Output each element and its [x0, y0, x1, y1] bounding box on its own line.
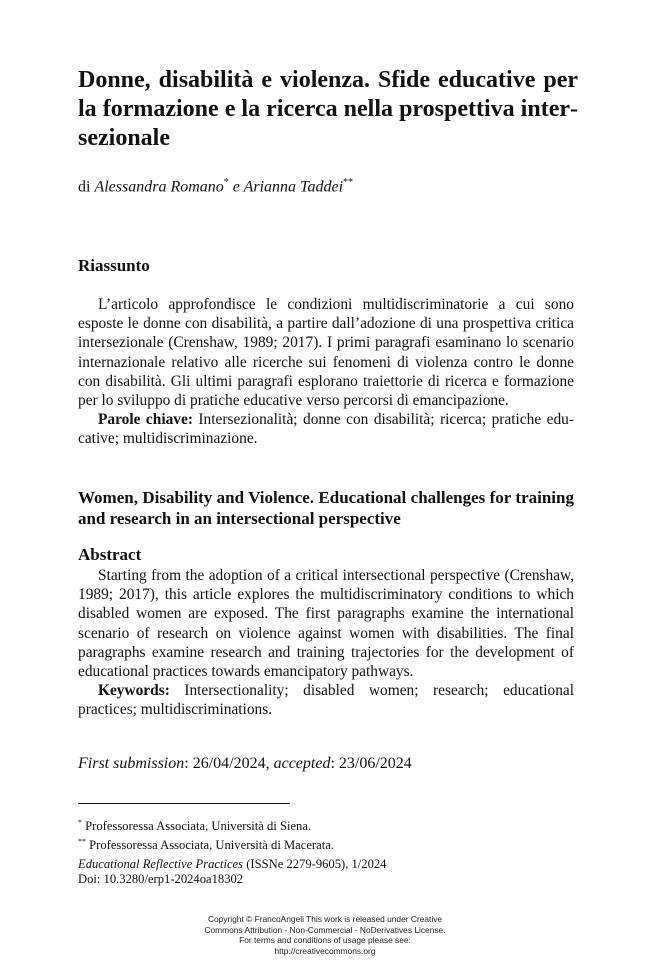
accepted-label: accepted [273, 755, 331, 772]
author-prefix: di [78, 178, 95, 196]
footnote-2-mark: ** [78, 837, 86, 847]
author-name-2: Arianna Taddei [243, 178, 344, 196]
footnote-1-text: Professoressa Associata, Università di Siena. [82, 819, 312, 834]
first-submission-date: : 26/04/2024, [184, 755, 274, 772]
journal-doi: Doi: 10.3280/erp1-2024oa18302 [78, 872, 244, 886]
footnote-mark-1: * [223, 177, 229, 188]
footnote-mark-2: ** [343, 177, 354, 188]
english-title: Women, Disability and Violence. Educational challenges for training and research in an intersectional perspective [78, 488, 574, 528]
journal-line [78, 857, 386, 872]
author-name-1: Alessandra Romano [94, 178, 224, 196]
accepted-date: : 23/06/2024 [330, 755, 412, 772]
keywords-text-en: Intersectionality; disabled women; research; educational practices; multidiscriminations. [78, 682, 574, 719]
footnote-divider [78, 803, 290, 804]
abstract-section [78, 566, 574, 720]
abstract-body: Starting from the adoption of a critical intersectional perspective (Crenshaw, 1989; 2017), this article explores the multidiscriminatory conditions to which disabled women are exposed. The first paragraphs examine the international scenario of research on violence against women with disabilities. The final paragraphs examine research and training trajectories for the development of educational practices towards emancipatory pathways. [78, 567, 574, 681]
author-conjunction: e [228, 178, 244, 196]
abstract-heading: Abstract [78, 545, 142, 564]
copyright-line-3: For terms and conditions of usage please see: [239, 935, 411, 945]
article-title: Donne, disabilità e violenza. Sfide educative per la formazione e la ricerca nella prospettiva intersezionale [78, 67, 578, 151]
journal-name: Educational Reflective Practices [78, 857, 244, 871]
footnote-2 [78, 834, 334, 853]
copyright-link[interactable]: http://creativecommons.org [274, 945, 376, 956]
copyright-line-1: Copyright © FrancoAngeli This work is released under Creative [207, 914, 443, 924]
riassunto-body: L’articolo approfondisce le condizioni multidiscriminatorie a cui sono esposte le donne con disabilità, a partire dall’adozione di una prospettiva critica intersezionale (Crenshaw, 1989; 2017). I primi paragrafi esaminano lo scenario internazionale relativo alle ricerche sui fenomeni di violenza contro le donne con disabilità. Gli ultimi paragrafi esplorano traiettorie di ricerca e formazione per lo sviluppo di pratiche educative verso percorsi di emancipazione. [78, 296, 574, 410]
submission-dates [78, 754, 412, 774]
riassunto-section [78, 295, 574, 449]
footnote-1-mark: * [78, 818, 82, 827]
footnotes [78, 815, 334, 853]
journal-info [78, 857, 386, 887]
copyright-line-2: Commons Attribution - Non-Commercial - NoDerivatives License. [204, 924, 446, 935]
footnote-1 [78, 815, 334, 834]
copyright-notice [170, 914, 480, 956]
footnote-2-text: Professoressa Associata, Università di Macerata. [86, 838, 334, 853]
journal-issn: (ISSNe 2279-9605), 1/2024 [243, 857, 387, 871]
riassunto-heading: Riassunto [78, 256, 150, 275]
author-line [78, 173, 353, 197]
abstract-keywords [78, 681, 574, 719]
riassunto-keywords [78, 410, 574, 448]
keywords-text-it: Intersezionalità; donne con disabilità; ricerca; pratiche educative; multidiscriminazione. [78, 411, 574, 448]
first-submission-label: First submission [78, 755, 185, 772]
keywords-label-it: Parole chiave: [98, 411, 193, 429]
keywords-label-en: Keywords: [98, 682, 170, 700]
